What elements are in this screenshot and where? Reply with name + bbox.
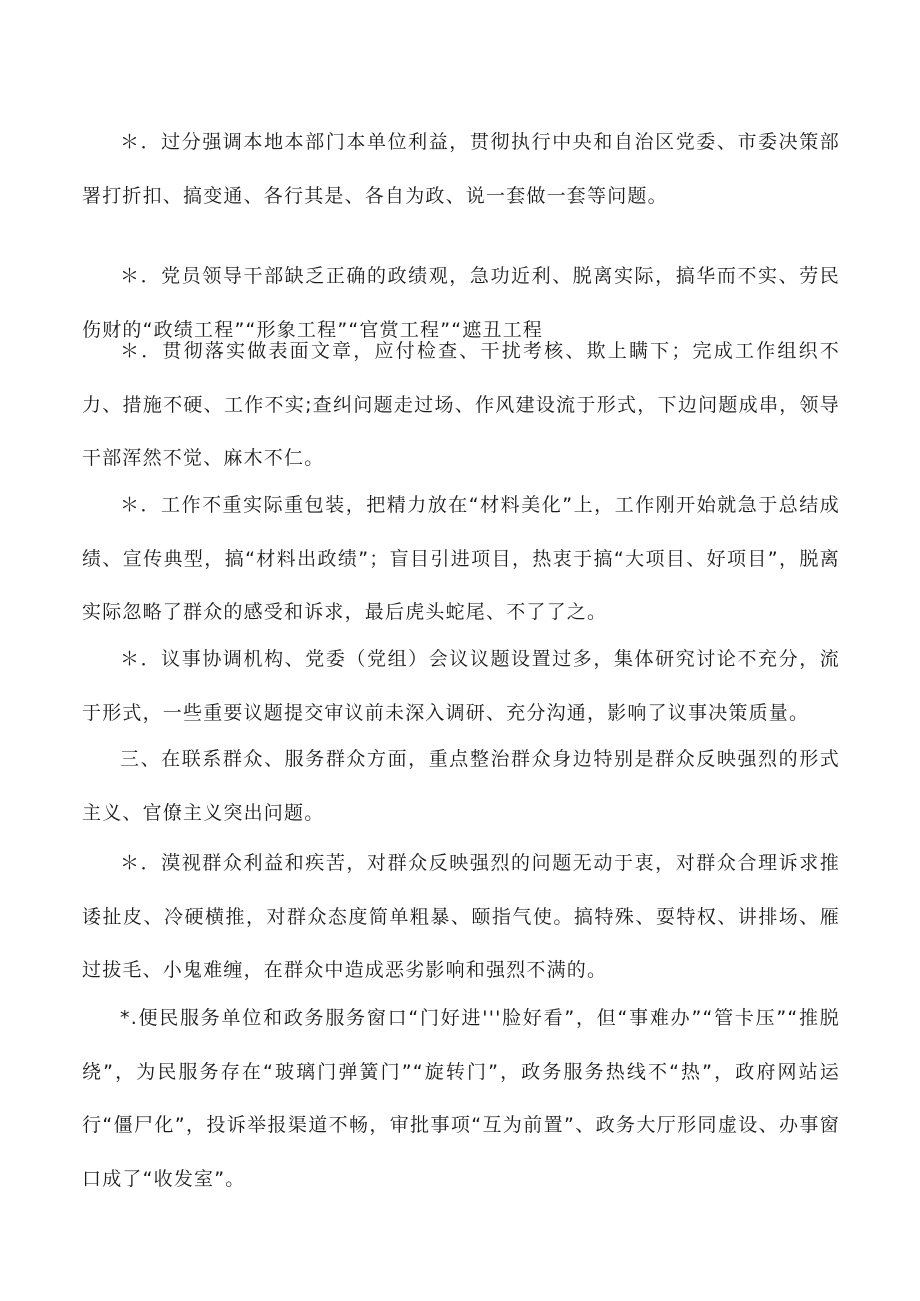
paragraph-4: ＊．工作不重实际重包装，把精力放在“材料美化”上，工作刚开始就急于总结成绩、宣传典型，搞“材料出政绩”；盲目引进项目，热衷于搞“大项目、好项目”，脱离实际忽略了群众的感受和诉求，最后虎头蛇尾、不了了之。 [82,494,840,623]
paragraph-3: ＊．贯彻落实做表面文章，应付检查、干扰考核、欺上瞒下；完成工作组织不力、措施不硬、工作不实;查纠问题走过场、作风建设流于形式，下边问题成串，领导干部浑然不觉、麻木不仁。 [82,340,840,469]
section-heading-paragraph: 三、在联系群众、服务群众方面，重点整治群众身边特别是群众反映强烈的形式主义、官僚主义突出问题。 [82,748,840,824]
paragraph-1: ＊．过分强调本地本部门本单位利益，贯彻执行中央和自治区党委、市委决策部署打折扣、搞变通、各行其是、各自为政、说一套做一套等问题。 [82,131,840,207]
paragraph-2: ＊．党员领导干部缺乏正确的政绩观，急功近利、脱离实际，搞华而不实、劳民伤财的“政绩工程”“形象工程”“官赏工程”“遮丑工程 [82,265,840,341]
paragraph-5: ＊．议事协调机构、党委（党组）会议议题设置过多，集体研究讨论不充分，流于形式，一些重要议题提交审议前未深入调研、充分沟通，影响了议事决策质量。 [82,648,840,724]
paragraph-8: *.便民服务单位和政务服务窗口“门好进'''脸好看”，但“事难办”“管卡压”“推脱绕”，为民服务存在“玻璃门弹簧门”“旋转门”，政务服务热线不“热”，政府网站运行“僵尸化”，投诉举报渠道不畅，审批事项“互为前置”、政务大厅形同虚设、办事窗口成了“收发室”。 [82,1007,840,1190]
paragraph-7: ＊．漠视群众利益和疾苦，对群众反映强烈的问题无动于衷，对群众合理诉求推诿扯皮、冷硬横推，对群众态度简单粗暴、颐指气使。搞特殊、耍特权、讲排场、雁过拔毛、小鬼难缠，在群众中造成恶劣影响和强烈不满的。 [82,852,840,981]
